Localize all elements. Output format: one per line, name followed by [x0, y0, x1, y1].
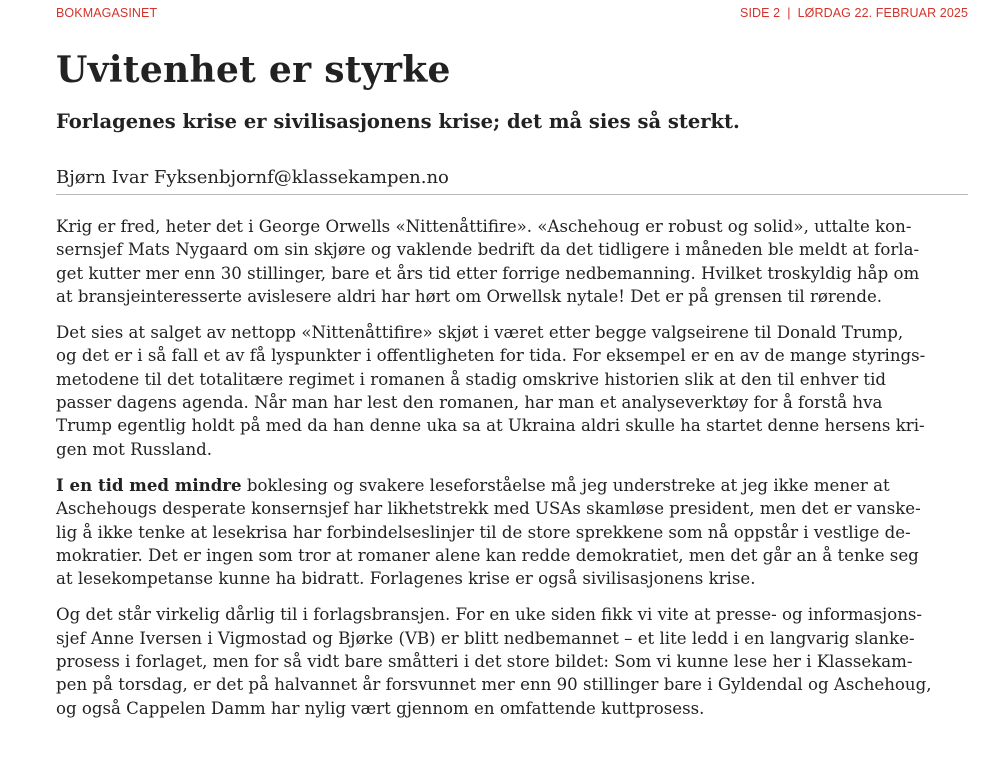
lead-in-continuation: boklesing og svakere leseforståelse må jeg understreke at jeg ikke mener at [241, 475, 890, 495]
text-line: lig å ikke tenke at lesekrisa har forbindelseslinjer til de store sprekkene som nå oppstår i vestlige de- [56, 522, 911, 542]
text-line: og også Cappelen Damm har nylig vært gjennom en omfattende kuttprosess. [56, 698, 705, 718]
paragraph-3 [56, 474, 968, 590]
page-number: SIDE 2 [740, 6, 781, 20]
text-line: mokratier. Det er ingen som tror at romaner alene kan redde demokratiet, men det går an å tenke seg [56, 545, 919, 565]
headline: Uvitenhet er styrke [56, 49, 451, 91]
paragraph-lead-in: I en tid med mindre [56, 474, 242, 495]
standfirst: Forlagenes krise er sivilisasjonens krise; det må sies så sterkt. [56, 110, 740, 133]
article-body [56, 215, 968, 720]
publication-date: LØRDAG 22. FEBRUAR 2025 [797, 6, 968, 20]
text-line: gen mot Russland. [56, 439, 213, 459]
byline: Bjørn Ivar Fyksenbjornf@klassekampen.no [56, 165, 968, 195]
text-line: at bransjeinteresserte avislesere aldri har hørt om Orwellsk nytale! Det er på grensen til rørende. [56, 286, 883, 306]
text-line: passer dagens agenda. Når man har lest den romanen, har man et analyseverktøy for å forstå hva [56, 393, 883, 413]
text-line: Trump egentlig holdt på med da han denne uka sa at Ukraina aldri skulle ha startet denne hersens kri- [56, 416, 925, 436]
text-line: pen på torsdag, er det på halvannet år forsvunnet mer enn 90 stillinger bare i Gyldendal og Aschehoug, [56, 675, 932, 695]
text-line: Og det står virkelig dårlig til i forlagsbransjen. For en uke siden fikk vi vite at presse- og informasjons- [56, 605, 923, 625]
paragraph-4 [56, 603, 968, 719]
paragraph-1 [56, 215, 968, 308]
text-line: get kutter mer enn 30 stillinger, bare et års tid etter forrige nedbemanning. Hvilket troskyldig håp om [56, 263, 920, 283]
page-header [56, 6, 968, 24]
paragraph-2 [56, 321, 968, 461]
page-meta [740, 6, 968, 20]
section-label: BOKMAGASINET [56, 6, 158, 20]
text-line: Aschehougs desperate konsernsjef har likhetstrekk med USAs skamløse president, men det er vanske- [56, 499, 921, 519]
text-line: prosess i forlaget, men for så vidt bare småtteri i det store bildet: Som vi kunne lese her i Klassekam- [56, 652, 913, 672]
text-line: metodene til det totalitære regimet i romanen å stadig omskrive historien slik at den til enhver tid [56, 369, 887, 389]
meta-separator: | [787, 6, 791, 20]
text-line: at lesekompetanse kunne ha bidratt. Forlagenes krise er også sivilisasjonens krise. [56, 569, 756, 589]
text-line: sernsjef Mats Nygaard om sin skjøre og vaklende bedrift da det tidligere i måneden ble meldt at forla- [56, 240, 920, 260]
article [56, 46, 968, 733]
text-line [56, 474, 968, 497]
text-line: Krig er fred, heter det i George Orwells «Nittenåttifire». «Aschehoug er robust og solid», uttalte kon- [56, 217, 912, 236]
text-line: og det er i så fall et av få lyspunkter i offentligheten for tida. For eksempel er en av de mange styrings- [56, 346, 926, 366]
text-line: sjef Anne Iversen i Vigmostad og Bjørke (VB) er blitt nedbemannet – et lite ledd i en langvarig slanke- [56, 628, 915, 648]
text-line: Det sies at salget av nettopp «Nittenåttifire» skjøt i været etter begge valgseirene til Donald Trump, [56, 323, 904, 343]
